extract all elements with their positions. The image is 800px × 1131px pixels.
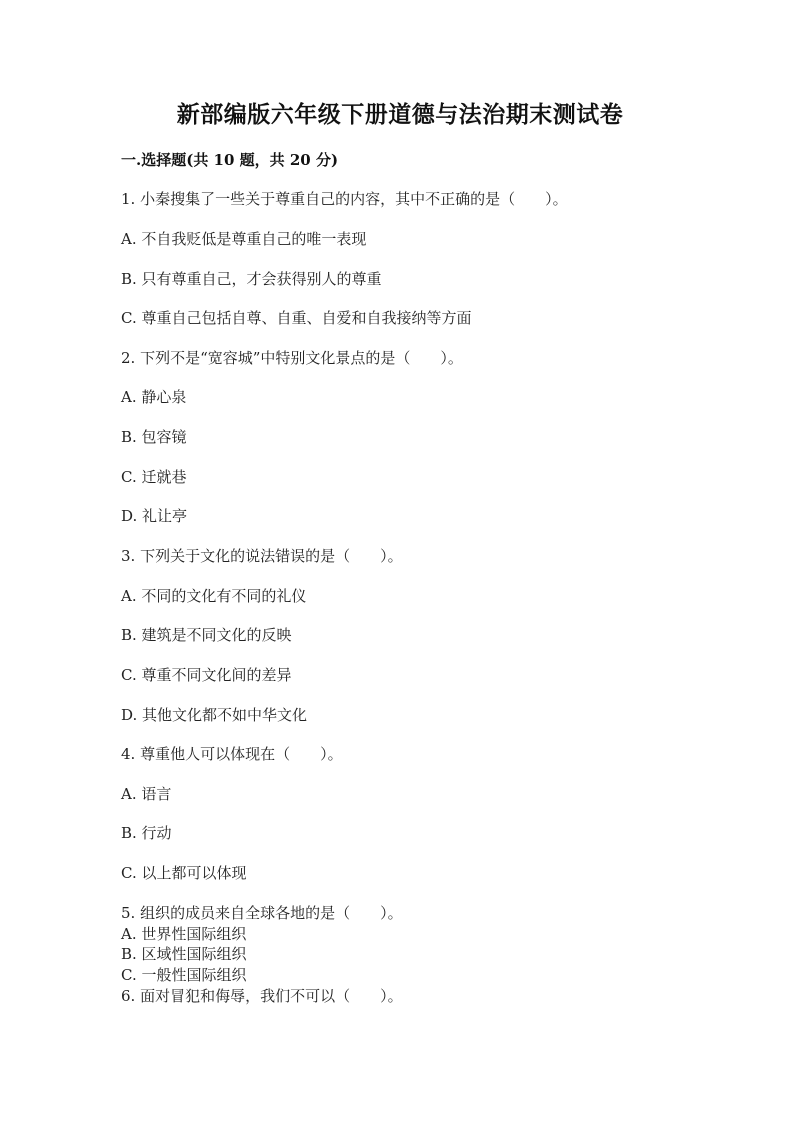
question-5-stem: 5. 组织的成员来自全球各地的是（ ）。 [121,904,403,922]
question-5-option-c: C. 一般性国际组织 [121,966,247,984]
question-1-option-c: C. 尊重自己包括自尊、自重、自爱和自我接纳等方面 [121,309,472,327]
question-1-option-a: A. 不自我贬低是尊重自己的唯一表现 [121,230,367,248]
question-3-option-d: D. 其他文化都不如中华文化 [121,706,308,724]
question-2-stem: 2. 下列不是“宽容城”中特别文化景点的是（ ）。 [121,349,463,367]
question-6-stem: 6. 面对冒犯和侮辱，我们不可以（ ）。 [121,987,403,1005]
question-5-option-a: A. 世界性国际组织 [121,925,247,943]
exam-title: 新部编版六年级下册道德与法治期末测试卷 [176,101,624,128]
question-3-option-a: A. 不同的文化有不同的礼仪 [121,587,307,605]
question-1-stem: 1. 小秦搜集了一些关于尊重自己的内容，其中不正确的是（ ）。 [121,190,568,208]
question-4-option-a: A. 语言 [121,785,172,803]
question-2-option-c: C. 迁就巷 [121,468,187,486]
question-3-stem: 3. 下列关于文化的说法错误的是（ ）。 [121,547,403,565]
question-5-option-b: B. 区域性国际组织 [121,945,247,963]
question-1-option-b: B. 只有尊重自己，才会获得别人的尊重 [121,270,382,288]
section-heading: 一.选择题(共 10 题，共 20 分) [121,151,339,169]
question-4-stem: 4. 尊重他人可以体现在（ ）。 [121,745,343,763]
question-2-option-a: A. 静心泉 [121,388,187,406]
question-2-option-b: B. 包容镜 [121,428,187,446]
question-4-option-b: B. 行动 [121,824,172,842]
question-3-option-c: C. 尊重不同文化间的差异 [121,666,292,684]
question-3-option-b: B. 建筑是不同文化的反映 [121,626,292,644]
question-4-option-c: C. 以上都可以体现 [121,864,247,882]
question-2-option-d: D. 礼让亭 [121,507,188,525]
